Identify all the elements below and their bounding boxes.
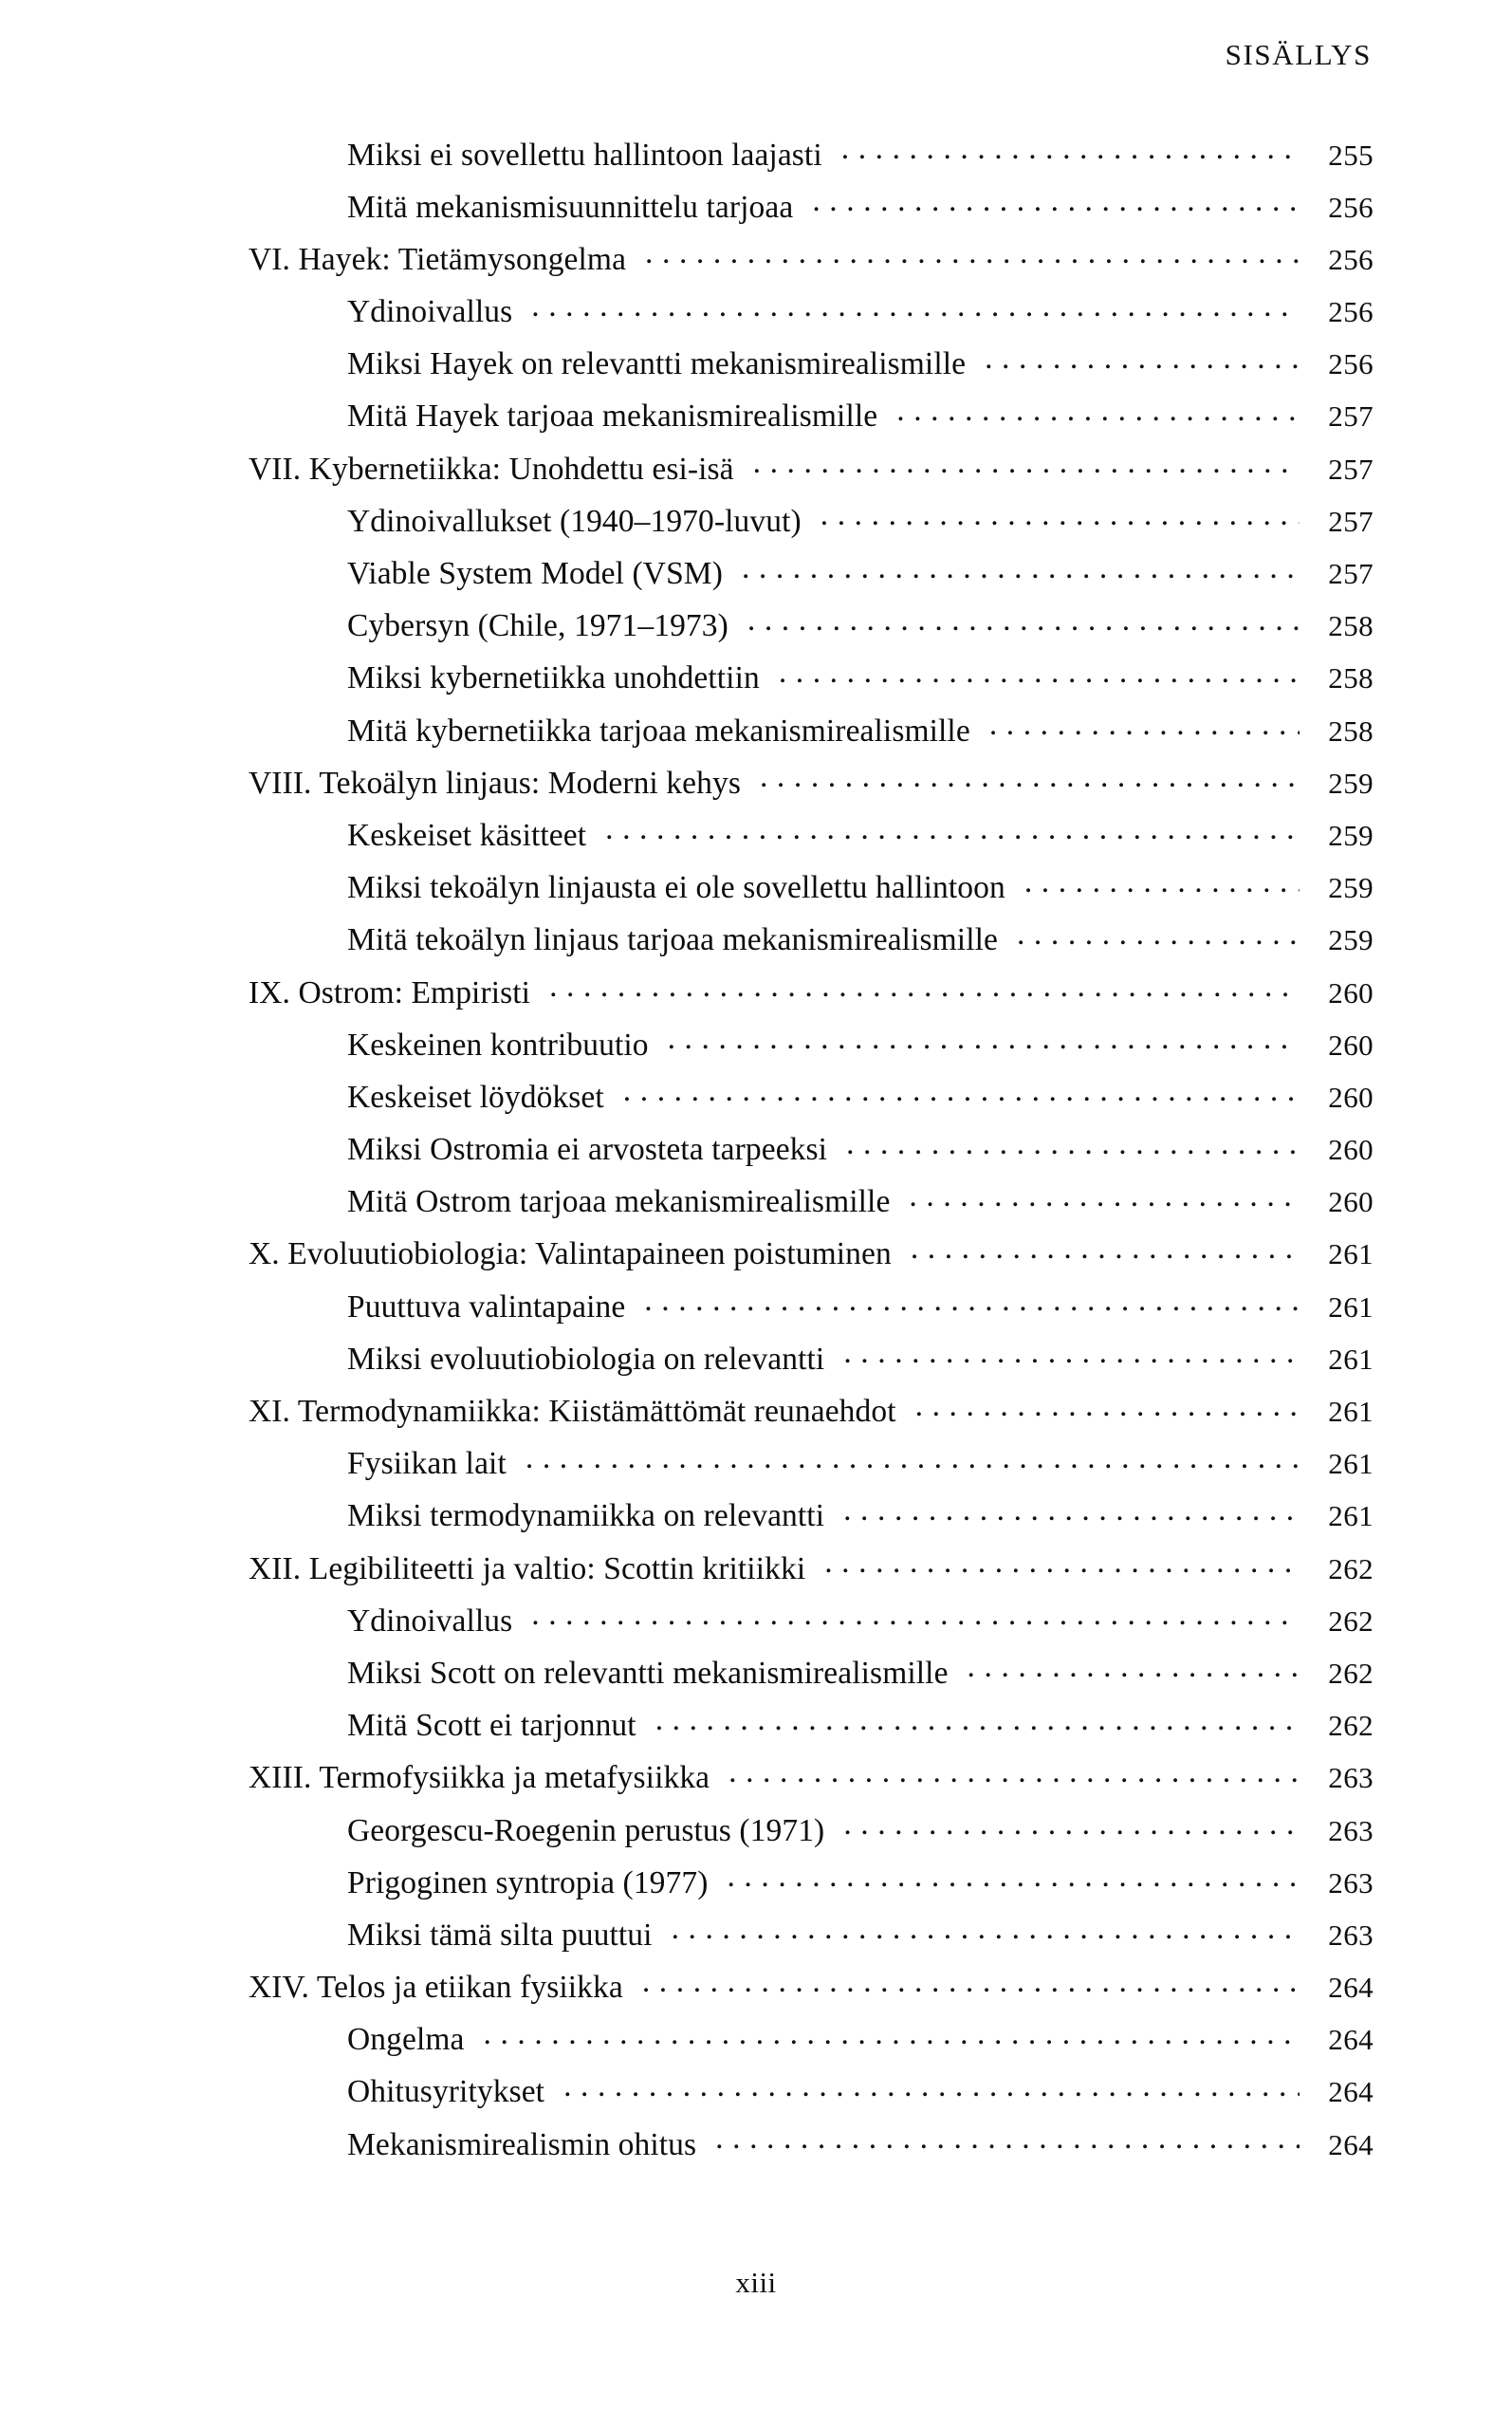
dot-leader [668, 1023, 1300, 1055]
toc-entry[interactable] [249, 604, 1374, 657]
table-of-contents [249, 133, 1374, 2175]
toc-entry-page-number: 258 [1328, 713, 1374, 748]
toc-entry-page-number: 261 [1328, 1342, 1374, 1376]
toc-entry-title: X. Evoluutiobiologia: Valintapaineen poistuminen [249, 1236, 892, 1272]
toc-entry[interactable] [249, 1075, 1374, 1127]
toc-entry-page-number: 261 [1328, 1395, 1374, 1428]
toc-entry-title: XIV. Telos ja etiikan fysiikka [249, 1970, 623, 2006]
dot-leader [645, 237, 1300, 269]
toc-entry-page-number: 258 [1328, 609, 1374, 643]
toc-entry-page-number: 256 [1328, 295, 1374, 329]
dot-leader [779, 657, 1300, 689]
toc-entry[interactable] [249, 133, 1374, 185]
dot-leader [623, 1075, 1300, 1107]
toc-entry-page-number: 262 [1328, 1551, 1374, 1585]
dot-leader [655, 1704, 1300, 1736]
toc-entry-page-number: 264 [1328, 2023, 1374, 2057]
dot-leader [843, 1494, 1300, 1527]
toc-entry-page-number: 263 [1328, 1865, 1374, 1899]
dot-leader [747, 604, 1300, 637]
page-folio: xiii [735, 2266, 777, 2299]
toc-entry-title: Keskeinen kontribuutio [347, 1027, 649, 1063]
dot-leader [728, 1756, 1300, 1788]
toc-entry[interactable] [249, 1547, 1374, 1599]
toc-entry[interactable] [249, 1390, 1374, 1442]
dot-leader [915, 1390, 1300, 1422]
dot-leader [644, 1285, 1300, 1317]
toc-entry-page-number: 260 [1328, 1028, 1374, 1062]
toc-entry-title: XIII. Termofysiikka ja metafysiikka [249, 1760, 710, 1796]
dot-leader [846, 1128, 1300, 1160]
toc-entry-title: Georgescu-Roegenin perustus (1971) [347, 1812, 825, 1848]
toc-entry-title: Mekanismirealismin ohitus [347, 2126, 697, 2162]
dot-leader [824, 1547, 1300, 1579]
toc-entry-page-number: 257 [1328, 504, 1374, 538]
toc-entry[interactable] [249, 971, 1374, 1023]
toc-entry-title: Miksi Scott on relevantti mekanismirealismille [347, 1655, 949, 1691]
toc-entry[interactable] [249, 1337, 1374, 1389]
toc-entry-title: Ydinoivallus [347, 1603, 513, 1639]
toc-entry-page-number: 259 [1328, 923, 1374, 957]
dot-leader [968, 1651, 1300, 1683]
toc-entry-page-number: 264 [1328, 2075, 1374, 2109]
toc-entry-page-number: 261 [1328, 1289, 1374, 1324]
dot-leader [989, 709, 1300, 741]
toc-entry[interactable] [249, 1442, 1374, 1494]
toc-entry-page-number: 255 [1328, 138, 1374, 172]
toc-entry-title: Cybersyn (Chile, 1971–1973) [347, 608, 728, 644]
toc-entry-page-number: 257 [1328, 557, 1374, 590]
toc-entry-title: Ohitusyritykset [347, 2074, 545, 2110]
toc-entry-title: Keskeiset käsitteet [347, 817, 587, 853]
dot-leader [1017, 918, 1300, 951]
dot-leader [896, 395, 1300, 427]
toc-entry[interactable] [249, 1494, 1374, 1547]
toc-entry-title: Mitä Hayek tarjoaa mekanismirealismille [347, 398, 878, 435]
toc-entry-page-number: 260 [1328, 1080, 1374, 1114]
dot-leader [642, 1966, 1300, 1998]
dot-leader [753, 447, 1300, 479]
toc-entry-title: VII. Kybernetiikka: Unohdettu esi-isä [249, 451, 734, 487]
dot-leader [909, 1180, 1300, 1213]
toc-entry-title: Fysiikan lait [347, 1446, 507, 1482]
dot-leader [760, 761, 1300, 793]
toc-entry-page-number: 260 [1328, 1133, 1374, 1167]
dot-leader [1024, 866, 1300, 899]
toc-entry[interactable] [249, 657, 1374, 709]
dot-leader [672, 1913, 1300, 1945]
dot-leader [526, 1442, 1300, 1474]
toc-entry[interactable] [249, 395, 1374, 447]
toc-entry[interactable] [249, 552, 1374, 604]
toc-entry-page-number: 263 [1328, 1918, 1374, 1952]
toc-entry[interactable] [249, 1651, 1374, 1703]
toc-entry-title: Viable System Model (VSM) [347, 556, 723, 591]
toc-entry-title: Mitä Ostrom tarjoaa mekanismirealismille [347, 1184, 891, 1220]
toc-entry-page-number: 257 [1328, 399, 1374, 434]
toc-entry-page-number: 257 [1328, 452, 1374, 486]
toc-entry-page-number: 262 [1328, 1656, 1374, 1690]
toc-entry-page-number: 260 [1328, 975, 1374, 1010]
toc-entry-page-number: 264 [1328, 2127, 1374, 2161]
toc-entry[interactable] [249, 1232, 1374, 1285]
toc-entry-title: Ydinoivallus [347, 294, 513, 330]
toc-entry-title: Miksi ei sovellettu hallintoon laajasti [347, 137, 822, 173]
toc-entry[interactable] [249, 447, 1374, 499]
toc-entry-page-number: 259 [1328, 871, 1374, 905]
toc-entry[interactable] [249, 2070, 1374, 2122]
dot-leader [821, 499, 1300, 531]
toc-entry-title: XI. Termodynamiikka: Kiistämättömät reunaehdot [249, 1394, 896, 1429]
running-head: SISÄLLYS [1225, 38, 1372, 71]
toc-entry[interactable] [249, 1180, 1374, 1232]
dot-leader [843, 1337, 1300, 1369]
toc-entry[interactable] [249, 1285, 1374, 1337]
toc-entry-title: Ongelma [347, 2022, 465, 2058]
toc-entry-page-number: 261 [1328, 1237, 1374, 1271]
toc-entry[interactable] [249, 237, 1374, 289]
dot-leader [605, 813, 1300, 845]
toc-entry-title: Mitä Scott ei tarjonnut [347, 1708, 636, 1744]
toc-entry-title: XII. Legibiliteetti ja valtio: Scottin kritiikki [249, 1550, 806, 1586]
toc-entry-page-number: 261 [1328, 1447, 1374, 1481]
toc-entry[interactable] [249, 1861, 1374, 1913]
toc-entry-title: Miksi Hayek on relevantti mekanismirealismille [347, 346, 967, 382]
toc-entry-title: Mitä kybernetiikka tarjoaa mekanismirealismille [347, 713, 970, 749]
toc-entry[interactable] [249, 918, 1374, 971]
toc-entry-page-number: 256 [1328, 242, 1374, 276]
toc-entry-page-number: 259 [1328, 818, 1374, 852]
toc-entry[interactable] [249, 343, 1374, 395]
toc-entry[interactable] [249, 866, 1374, 918]
dot-leader [841, 133, 1300, 165]
dot-leader [549, 971, 1300, 1003]
toc-entry-page-number: 263 [1328, 1761, 1374, 1795]
toc-entry[interactable] [249, 1808, 1374, 1861]
toc-entry-page-number: 262 [1328, 1603, 1374, 1638]
toc-entry-title: Miksi termodynamiikka on relevantti [347, 1498, 825, 1534]
toc-entry-title: Miksi kybernetiikka unohdettiin [347, 660, 760, 696]
toc-entry-page-number: 256 [1328, 347, 1374, 381]
toc-entry-title: Miksi tämä silta puuttui [347, 1917, 653, 1953]
toc-entry[interactable] [249, 1756, 1374, 1808]
toc-entry-page-number: 261 [1328, 1499, 1374, 1533]
toc-entry[interactable] [249, 185, 1374, 237]
toc-entry[interactable] [249, 499, 1374, 551]
toc-entry[interactable] [249, 761, 1374, 813]
toc-entry[interactable] [249, 1913, 1374, 1965]
dot-leader [985, 343, 1300, 375]
dot-leader [531, 1599, 1300, 1631]
toc-entry-title: Mitä mekanismisuunnittelu tarjoaa [347, 189, 794, 225]
toc-entry-page-number: 260 [1328, 1185, 1374, 1219]
toc-entry-title: Prigoginen syntropia (1977) [347, 1864, 709, 1900]
toc-entry-title: Miksi tekoälyn linjausta ei ole sovellettu hallintoon [347, 870, 1005, 906]
toc-entry[interactable] [249, 1966, 1374, 2018]
toc-entry[interactable] [249, 813, 1374, 865]
toc-entry-page-number: 259 [1328, 766, 1374, 800]
toc-entry[interactable] [249, 2122, 1374, 2175]
toc-entry[interactable] [249, 1128, 1374, 1180]
dot-leader [843, 1808, 1300, 1841]
toc-entry-title: Mitä tekoälyn linjaus tarjoaa mekanismirealismille [347, 922, 998, 958]
toc-entry-title: VIII. Tekoälyn linjaus: Moderni kehys [249, 765, 741, 801]
dot-leader [563, 2070, 1300, 2103]
toc-entry[interactable] [249, 1599, 1374, 1651]
dot-leader [715, 2122, 1300, 2155]
toc-entry-title: VI. Hayek: Tietämysongelma [249, 241, 627, 277]
dot-leader [727, 1861, 1300, 1893]
toc-entry-title: Miksi Ostromia ei arvosteta tarpeeksi [347, 1132, 828, 1168]
toc-entry-title: Puuttuva valintapaine [347, 1288, 626, 1325]
toc-entry-page-number: 262 [1328, 1709, 1374, 1743]
toc-entry[interactable] [249, 290, 1374, 343]
toc-entry[interactable] [249, 2018, 1374, 2070]
toc-entry-page-number: 258 [1328, 661, 1374, 695]
toc-entry[interactable] [249, 1023, 1374, 1075]
dot-leader [911, 1232, 1300, 1265]
toc-entry-page-number: 264 [1328, 1971, 1374, 2005]
toc-entry[interactable] [249, 709, 1374, 761]
dot-leader [531, 290, 1300, 323]
toc-entry-title: Keskeiset löydökset [347, 1079, 604, 1115]
toc-entry[interactable] [249, 1704, 1374, 1756]
dot-leader [742, 552, 1300, 584]
dot-leader [484, 2018, 1300, 2050]
toc-entry-page-number: 263 [1328, 1813, 1374, 1847]
toc-entry-title: IX. Ostrom: Empiristi [249, 974, 531, 1010]
dot-leader [812, 185, 1300, 217]
toc-entry-title: Ydinoivallukset (1940–1970-luvut) [347, 503, 802, 539]
toc-entry-title: Miksi evoluutiobiologia on relevantti [347, 1341, 825, 1377]
toc-entry-page-number: 256 [1328, 190, 1374, 224]
